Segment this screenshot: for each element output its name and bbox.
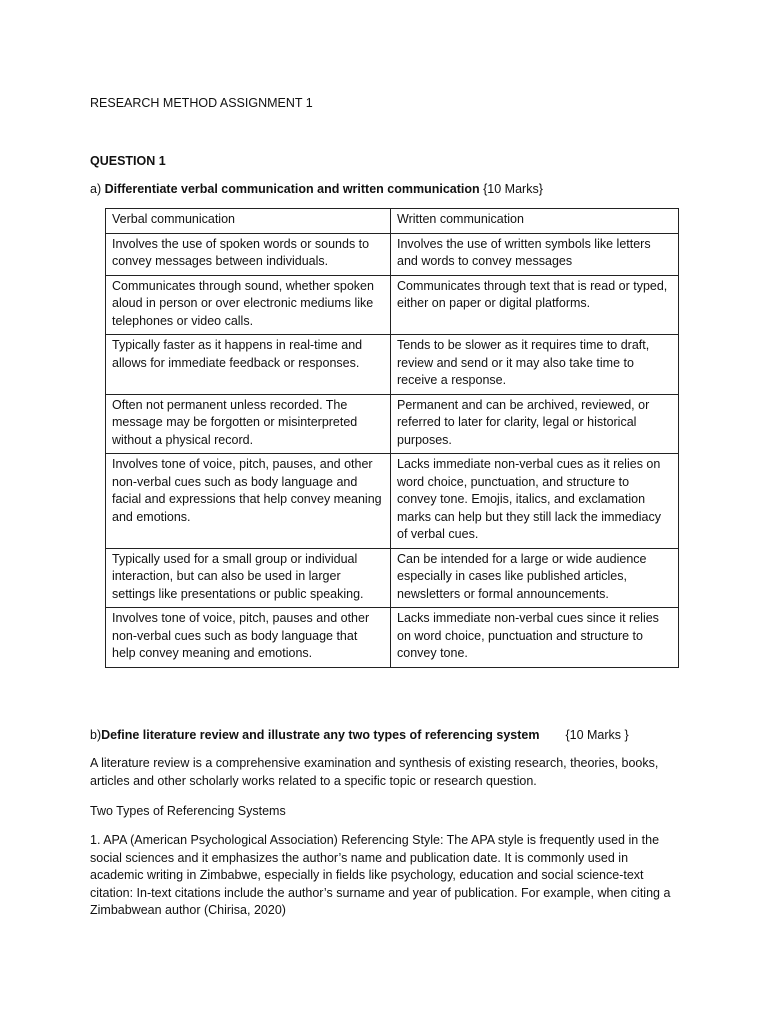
- table-row: [106, 233, 679, 275]
- apa-paragraph: 1. APA (American Psychological Association) Referencing Style: The APA style is frequently used in the social sciences and it emphasizes the author’s name and publication date. It is commonly used in academic writing in Zimbabwe, especially in fields like psychology, education and social science-text citation: In-text citations include the author’s surname and year of publication. For example, when citing a Zimbabwean author (Chirisa, 2020): [90, 833, 671, 917]
- part-b-question: Define literature review and illustrate any two types of referencing system: [101, 728, 540, 742]
- table-row: [106, 275, 679, 335]
- table-row: [106, 608, 679, 668]
- part-a-marks: {10 Marks}: [479, 182, 543, 196]
- written-cell: Tends to be slower as it requires time to draft, review and send or it may also take time to receive a response.: [391, 335, 679, 395]
- question-heading: QUESTION 1: [90, 154, 166, 168]
- verbal-cell: Involves the use of spoken words or sounds to convey messages between individuals.: [106, 233, 391, 275]
- table-row: [106, 394, 679, 454]
- written-cell: Lacks immediate non-verbal cues since it relies on word choice, punctuation and structure to convey tone.: [391, 608, 679, 668]
- written-cell: Lacks immediate non-verbal cues as it relies on word choice, punctuation, and structure to convey tone. Emojis, italics, and exclamation marks can help but they still lack the immediacy of verbal cues.: [391, 454, 679, 549]
- table-header-row: [106, 209, 679, 234]
- part-b-prompt: [90, 727, 680, 745]
- referencing-heading: Two Types of Referencing Systems: [90, 804, 286, 818]
- verbal-cell: Involves tone of voice, pitch, pauses and other non-verbal cues such as body language that help convey meaning and emotions.: [106, 608, 391, 668]
- comparison-table: [105, 208, 679, 668]
- verbal-cell: Communicates through sound, whether spoken aloud in person or over electronic mediums like telephones or video calls.: [106, 275, 391, 335]
- written-cell: Permanent and can be archived, reviewed, or referred to later for clarity, legal or historical purposes.: [391, 394, 679, 454]
- literature-review-definition: A literature review is a comprehensive examination and synthesis of existing research, theories, books, articles and other scholarly works related to a specific topic or research question.: [90, 756, 659, 788]
- assignment-title: RESEARCH METHOD ASSIGNMENT 1: [90, 96, 313, 110]
- part-b-prefix: b): [90, 728, 102, 742]
- written-cell: Can be intended for a large or wide audience especially in cases like published articles, newsletters or formal announcements.: [391, 548, 679, 608]
- table-row: [106, 548, 679, 608]
- verbal-cell: Typically used for a small group or individual interaction, but can also be used in larger settings like presentations or public speaking.: [106, 548, 391, 608]
- written-cell: Involves the use of written symbols like letters and words to convey messages: [391, 233, 679, 275]
- part-a-prefix: a): [90, 182, 105, 196]
- part-b-marks: {10 Marks }: [565, 728, 629, 742]
- verbal-cell: Typically faster as it happens in real-time and allows for immediate feedback or responses.: [106, 335, 391, 395]
- part-a-question: Differentiate verbal communication and written communication: [104, 182, 480, 196]
- table-row: [106, 454, 679, 549]
- table-row: [106, 335, 679, 395]
- verbal-cell: Involves tone of voice, pitch, pauses, and other non-verbal cues such as body language and facial and expressions that help convey meaning and emotions.: [106, 454, 391, 549]
- written-cell: Communicates through text that is read or typed, either on paper or digital platforms.: [391, 275, 679, 335]
- header-written: Written communication: [391, 209, 679, 234]
- part-a-prompt: [90, 181, 680, 199]
- verbal-cell: Often not permanent unless recorded. The message may be forgotten or misinterpreted without a physical record.: [106, 394, 391, 454]
- header-verbal: Verbal communication: [106, 209, 391, 234]
